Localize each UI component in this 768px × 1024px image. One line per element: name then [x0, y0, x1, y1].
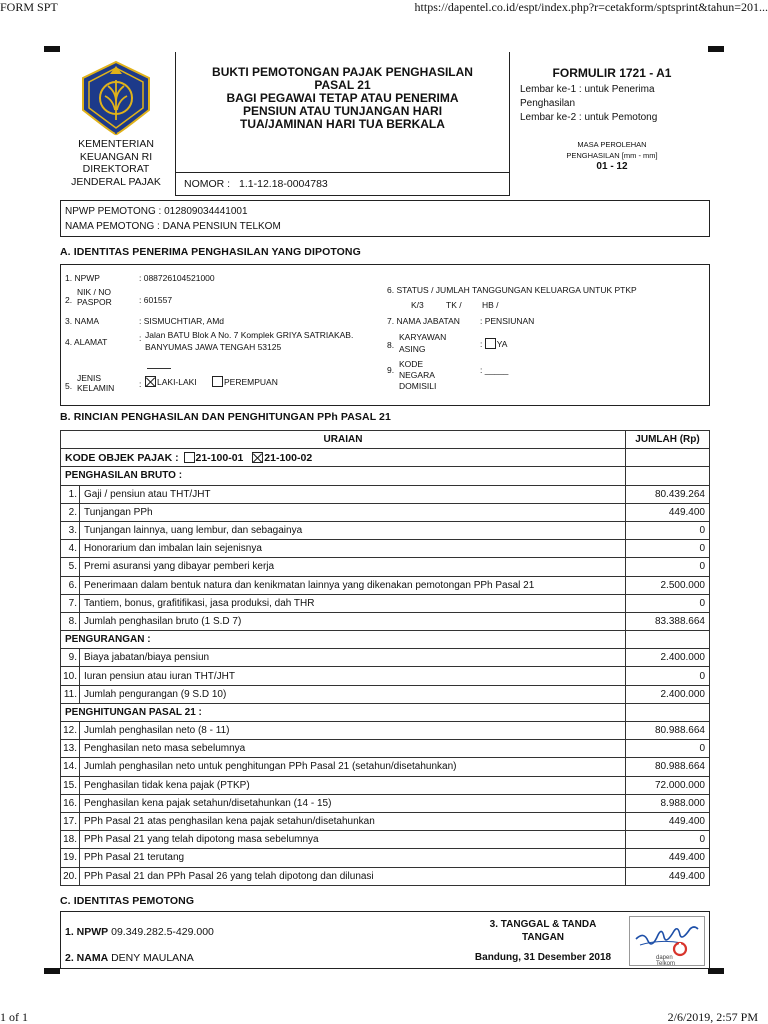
row-label: Jumlah penghasilan neto (8 - 11): [80, 722, 626, 740]
kode-label: KODE OBJEK PAJAK :: [65, 451, 179, 464]
masa-value: 01 - 12: [596, 161, 628, 172]
title-line-2: PASAL 21: [314, 78, 371, 92]
row-label: Honorarium dan imbalan lain sejenisnya: [80, 540, 626, 558]
a-jabatan-label: 7. NAMA JABATAN: [387, 316, 460, 326]
pemotong-nama: NAMA PEMOTONG : DANA PENSIUN TELKOM: [65, 221, 281, 232]
row-number: 19.: [61, 849, 80, 867]
lembar-2: Lembar ke-2 : untuk Pemotong: [520, 112, 658, 123]
masa-label-2: PENGHASILAN [mm - mm]: [566, 151, 658, 160]
row-label: Jumlah pengurangan (9 S.D 10): [80, 685, 626, 703]
form-title: FORMULIR 1721 - A1: [552, 66, 672, 80]
title-line-5: TUA/JAMINAN HARI TUA BERKALA: [240, 117, 445, 131]
pemotong-npwp: NPWP PEMOTONG : 012809034441001: [65, 206, 248, 217]
kode-objek-row: [61, 449, 710, 467]
c-tanda-label: [457, 918, 629, 944]
row-value: 8.988.000: [626, 794, 710, 812]
table-row: [61, 685, 710, 703]
table-row: [61, 740, 710, 758]
row-value: 83.388.664: [626, 612, 710, 630]
table-row: [61, 831, 710, 849]
col-jumlah-header: JUMLAH (Rp): [626, 431, 710, 449]
c-nama: [65, 952, 194, 964]
registration-mark: [44, 968, 60, 974]
c-tanggal: Bandung, 31 Desember 2018: [474, 952, 612, 963]
c-npwp: [65, 926, 214, 938]
c-npwp-label: 1. NPWP: [65, 926, 109, 938]
row-value: 0: [626, 521, 710, 539]
row-number: 5.: [61, 558, 80, 576]
table-row: [61, 503, 710, 521]
table-header-row: [61, 431, 710, 449]
agency-line-3: DIREKTORAT: [82, 163, 150, 175]
row-label: Premi asuransi yang dibayar pemberi kerja: [80, 558, 626, 576]
table-row: [61, 558, 710, 576]
stamp-text: dapen Telkom: [656, 955, 676, 967]
registration-mark: [44, 46, 60, 52]
print-header-title: FORM SPT: [0, 0, 58, 14]
nomor-label: NOMOR :: [184, 178, 231, 190]
row-label: Biaya jabatan/biaya pensiun: [80, 649, 626, 667]
row-number: 15.: [61, 776, 80, 794]
row-label: Penghasilan neto masa sebelumnya: [80, 740, 626, 758]
title-line-4: PENSIUN ATAU TUNJANGAN HARI: [242, 104, 443, 118]
row-number: 14.: [61, 758, 80, 776]
row-value: 2.400.000: [626, 649, 710, 667]
section-a-title: A. IDENTITAS PENERIMA PENGHASILAN YANG DIPOTONG: [60, 246, 361, 258]
a-nama-label: 3. NAMA: [65, 316, 100, 326]
row-value: 2.500.000: [626, 576, 710, 594]
nomor-value: 1.1-12.18-0004783: [239, 178, 328, 190]
perempuan-label: PEREMPUAN: [224, 377, 278, 387]
c-tanda-label-2: TANGAN: [521, 932, 565, 943]
a-negara-label: KODE NEGARA DOMISILI: [399, 359, 437, 391]
a-nik-no: 2.: [65, 295, 73, 305]
row-value: 449.400: [626, 812, 710, 830]
perempuan-checkbox[interactable]: [212, 376, 223, 387]
section-b-title: B. RINCIAN PENGHASILAN DAN PENGHITUNGAN PPh PASAL 21: [60, 411, 391, 423]
row-number: 12.: [61, 722, 80, 740]
row-label: Jumlah penghasilan bruto (1 S.D 7): [80, 612, 626, 630]
table-row: [61, 849, 710, 867]
row-number: 17.: [61, 812, 80, 830]
a-jabatan-value: : PENSIUNAN: [480, 316, 535, 326]
table-row: [61, 758, 710, 776]
title-block: [175, 52, 510, 196]
table-row: [61, 776, 710, 794]
pengurangan-header: PENGURANGAN :: [61, 631, 626, 649]
print-footer-page-count: 1 of 1: [0, 1010, 28, 1024]
kemenkeu-logo-icon: [77, 58, 155, 136]
signature-stamp: [629, 916, 705, 966]
a-status-label: 6. STATUS / JUMLAH TANGGUNGAN KELUARGA UNTUK PTKP: [387, 285, 637, 295]
a-negara-value: : _____: [480, 365, 509, 375]
kode-1-checkbox[interactable]: [184, 452, 195, 463]
a-npwp-value: : 088726104521000: [139, 273, 215, 283]
row-label: Penerimaan dalam bentuk natura dan kenikmatan lainnya yang dikenakan pemotongan PPh Pasal 21: [80, 576, 626, 594]
row-value: 80.988.664: [626, 722, 710, 740]
print-header-url: https://dapentel.co.id/espt/index.php?r=cetakform/sptsprint&tahun=201...: [414, 0, 768, 14]
table-row: [61, 812, 710, 830]
rincian-table: [60, 430, 710, 886]
kode-2-label: 21-100-02: [264, 451, 313, 464]
table-row: [61, 576, 710, 594]
asing-value: YA: [496, 339, 508, 349]
a-status-tk: TK /: [446, 300, 462, 310]
row-number: 18.: [61, 831, 80, 849]
row-label: Iuran pensiun atau iuran THT/JHT: [80, 667, 626, 685]
section-a-box: [60, 264, 710, 406]
c-nama-label: 2. NAMA: [65, 952, 109, 964]
asing-colon: :: [480, 339, 483, 349]
row-number: 13.: [61, 740, 80, 758]
c-tanda-label-1: 3. TANGGAL & TANDA: [489, 919, 597, 930]
table-row: [61, 722, 710, 740]
table-row: [61, 649, 710, 667]
row-number: 2.: [61, 503, 80, 521]
pengurangan-header-row: [61, 631, 710, 649]
penghitungan-header-row: [61, 703, 710, 721]
laki-checkbox[interactable]: [145, 376, 156, 387]
row-value: 72.000.000: [626, 776, 710, 794]
row-value: 2.400.000: [626, 685, 710, 703]
bruto-header: PENGHASILAN BRUTO :: [61, 467, 626, 485]
row-number: 1.: [61, 485, 80, 503]
nomor-row: [175, 172, 510, 196]
masa-label-1: MASA PEROLEHAN: [577, 140, 647, 149]
row-number: 9.: [61, 649, 80, 667]
row-number: 11.: [61, 685, 80, 703]
a-jenis-laki[interactable]: [145, 376, 197, 387]
a-jenis-no: 5.: [65, 381, 73, 391]
a-asing-field[interactable]: [480, 338, 507, 349]
form-id-block: [516, 66, 708, 172]
row-number: 8.: [61, 612, 80, 630]
a-alamat-value: Jalan BATU Blok A No. 7 Komplek GRIYA SATRIAKAB. BANYUMAS JAWA TENGAH 53125: [145, 330, 354, 352]
kode-1-label: 21-100-01: [195, 451, 244, 464]
row-label: PPh Pasal 21 yang telah dipotong masa sebelumnya: [80, 831, 626, 849]
a-nik-label: NIK / NO PASPOR: [77, 287, 112, 307]
a-alamat-label: 4. ALAMAT: [65, 337, 108, 347]
agency-line-1: KEMENTERIAN: [78, 138, 154, 150]
row-label: Jumlah penghasilan neto untuk penghitungan PPh Pasal 21 (setahun/disetahunkan): [80, 758, 626, 776]
table-row: [61, 485, 710, 503]
a-jenis-colon: :: [139, 379, 142, 389]
row-label: Tantiem, bonus, grafitifikasi, jasa produksi, dah THR: [80, 594, 626, 612]
row-number: 3.: [61, 521, 80, 539]
section-c-title: C. IDENTITAS PEMOTONG: [60, 895, 195, 907]
agency-line-2: KEUANGAN RI: [79, 150, 153, 163]
title-line-3: BAGI PEGAWAI TETAP ATAU PENERIMA: [226, 91, 459, 105]
penghitungan-header: PENGHITUNGAN PASAL 21 :: [61, 703, 626, 721]
a-nama-value: : SISMUCHTIAR, AMd: [139, 316, 225, 326]
table-row: [61, 867, 710, 885]
a-status-hb: HB /: [482, 300, 499, 310]
row-value: 0: [626, 667, 710, 685]
kode-2-checkbox[interactable]: [252, 452, 263, 463]
pemotong-block: [60, 200, 710, 237]
a-alamat-underline: [147, 368, 171, 369]
row-value: 0: [626, 831, 710, 849]
asing-checkbox[interactable]: [485, 338, 496, 349]
row-label: Penghasilan kena pajak setahun/disetahunkan (14 - 15): [80, 794, 626, 812]
row-number: 10.: [61, 667, 80, 685]
laki-label: LAKI-LAKI: [157, 377, 197, 387]
table-row: [61, 594, 710, 612]
c-npwp-value: 09.349.282.5-429.000: [111, 926, 214, 938]
a-alamat-colon: :: [139, 333, 142, 343]
a-nik-value: : 601557: [139, 295, 173, 305]
row-value: 0: [626, 594, 710, 612]
registration-mark: [708, 968, 724, 974]
bruto-header-row: [61, 467, 710, 485]
a-npwp-label: 1. NPWP: [65, 273, 100, 283]
a-status-k: K/3: [411, 300, 424, 310]
a-negara-no: 9.: [387, 365, 395, 375]
a-asing-no: 8.: [387, 340, 395, 350]
a-asing-label: KARYAWAN ASING: [399, 332, 447, 354]
table-row: [61, 612, 710, 630]
a-jenis-perempuan[interactable]: [212, 376, 278, 387]
row-label: PPh Pasal 21 atas penghasilan kena pajak setahun/disetahunkan: [80, 812, 626, 830]
row-value: 449.400: [626, 867, 710, 885]
row-number: 16.: [61, 794, 80, 812]
c-nama-value: DENY MAULANA: [111, 952, 194, 964]
table-row: [61, 794, 710, 812]
row-label: Penghasilan tidak kena pajak (PTKP): [80, 776, 626, 794]
row-value: 0: [626, 740, 710, 758]
row-number: 7.: [61, 594, 80, 612]
print-footer-datetime: 2/6/2019, 2:57 PM: [667, 1010, 758, 1024]
row-value: 0: [626, 540, 710, 558]
row-value: 0: [626, 558, 710, 576]
registration-mark: [708, 46, 724, 52]
row-label: Tunjangan lainnya, uang lembur, dan sebagainya: [80, 521, 626, 539]
title-line-1: BUKTI PEMOTONGAN PAJAK PENGHASILAN: [212, 65, 473, 79]
table-row: [61, 667, 710, 685]
lembar-1: Lembar ke-1 : untuk Penerima Penghasilan: [520, 84, 655, 109]
col-uraian-header: URAIAN: [61, 431, 626, 449]
table-row: [61, 540, 710, 558]
row-label: PPh Pasal 21 terutang: [80, 849, 626, 867]
section-c-box: [60, 911, 710, 969]
row-label: Tunjangan PPh: [80, 503, 626, 521]
row-value: 80.439.264: [626, 485, 710, 503]
row-label: Gaji / pensiun atau THT/JHT: [80, 485, 626, 503]
a-jenis-label: JENIS KELAMIN: [77, 373, 115, 393]
row-value: 449.400: [626, 503, 710, 521]
row-value: 449.400: [626, 849, 710, 867]
table-row: [61, 521, 710, 539]
row-number: 6.: [61, 576, 80, 594]
row-value: 80.988.664: [626, 758, 710, 776]
row-number: 4.: [61, 540, 80, 558]
agency-block: [60, 52, 172, 196]
agency-line-4: JENDERAL PAJAK: [71, 175, 161, 188]
row-number: 20.: [61, 867, 80, 885]
row-label: PPh Pasal 21 dan PPh Pasal 26 yang telah dipotong dan dilunasi: [80, 867, 626, 885]
